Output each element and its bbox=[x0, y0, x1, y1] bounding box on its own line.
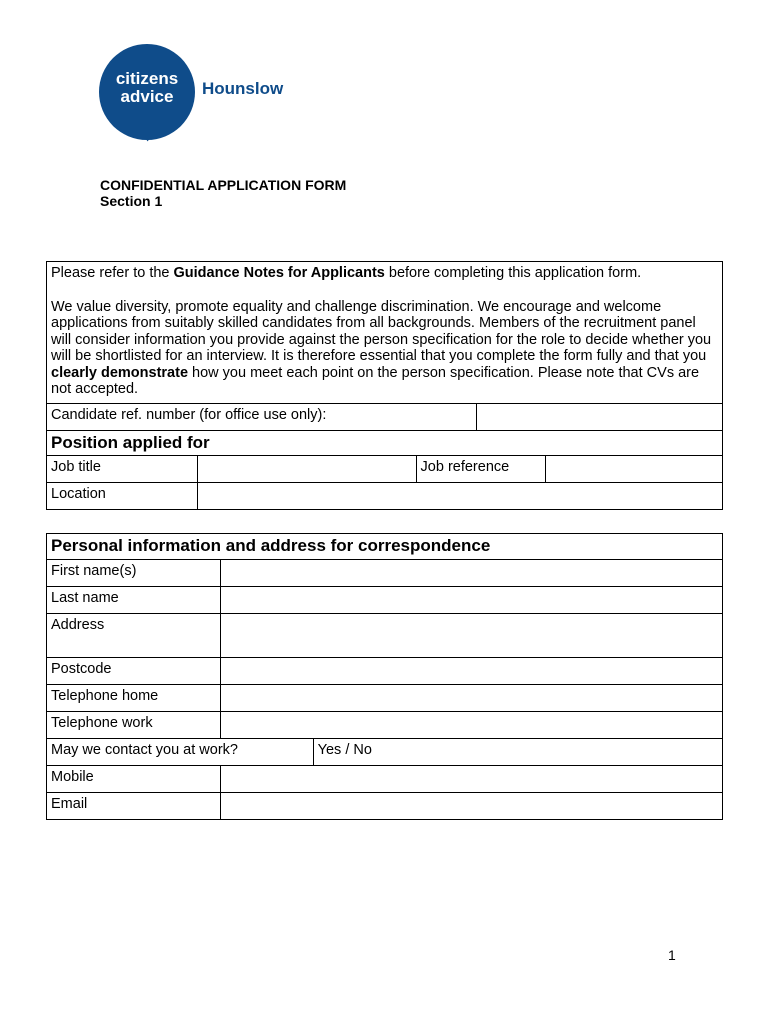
clearly-demonstrate: clearly demonstrate bbox=[51, 364, 189, 381]
logo-line1: citizens bbox=[115, 69, 179, 88]
email-field[interactable] bbox=[220, 792, 722, 819]
first-name-label: First name(s) bbox=[47, 559, 221, 586]
form-section: Section 1 bbox=[100, 193, 163, 209]
postcode-label: Postcode bbox=[47, 657, 221, 684]
contact-at-work-field[interactable]: Yes / No bbox=[313, 738, 722, 765]
personal-info-table bbox=[46, 533, 723, 820]
guidance-notes-ref: Guidance Notes for Applicants bbox=[173, 265, 385, 281]
citizens-advice-logo bbox=[99, 44, 299, 144]
contact-at-work-label: May we contact you at work? bbox=[47, 738, 314, 765]
first-name-field[interactable] bbox=[220, 559, 722, 586]
logo-region: Hounslow bbox=[202, 79, 284, 98]
candidate-ref-label: Candidate ref. number (for office use only): bbox=[47, 403, 477, 430]
job-reference-label: Job reference bbox=[416, 456, 545, 483]
last-name-field[interactable] bbox=[220, 586, 722, 613]
address-field[interactable] bbox=[220, 613, 722, 657]
telephone-home-field[interactable] bbox=[220, 684, 722, 711]
logo-wordmark bbox=[99, 70, 195, 106]
logo-line2: advice bbox=[120, 87, 174, 106]
mobile-field[interactable] bbox=[220, 765, 722, 792]
intro-text bbox=[47, 262, 723, 404]
position-section-title: Position applied for bbox=[47, 430, 723, 456]
address-label: Address bbox=[47, 613, 221, 657]
telephone-work-field[interactable] bbox=[220, 711, 722, 738]
intro-paragraph-1: Please refer to the Guidance Notes for Applicants before completing this application form. bbox=[51, 265, 642, 281]
position-table bbox=[46, 261, 723, 510]
form-heading bbox=[100, 177, 346, 209]
intro-paragraph-2: We value diversity, promote equality and challenge discrimination. We encourage and welcome applications from suitably skilled candidates from all backgrounds. Members of the recruitment panel will consider information you provide against the person specification for the role to decide whether you will be shortlisted for an interview. It is therefore essential that you complete the form fully and that you clearly demonstrate how you meet each point on the person specification. Please note that CVs are not accepted. bbox=[51, 298, 712, 397]
last-name-label: Last name bbox=[47, 586, 221, 613]
telephone-home-label: Telephone home bbox=[47, 684, 221, 711]
candidate-ref-field[interactable] bbox=[476, 403, 722, 430]
email-label: Email bbox=[47, 792, 221, 819]
personal-section-title: Personal information and address for correspondence bbox=[47, 534, 723, 560]
location-label: Location bbox=[47, 483, 198, 510]
form-title: CONFIDENTIAL APPLICATION FORM bbox=[100, 177, 347, 193]
telephone-work-label: Telephone work bbox=[47, 711, 221, 738]
job-title-field[interactable] bbox=[198, 456, 416, 483]
job-reference-field[interactable] bbox=[545, 456, 722, 483]
location-field[interactable] bbox=[198, 483, 723, 510]
page-number: 1 bbox=[668, 947, 676, 963]
job-title-label: Job title bbox=[47, 456, 198, 483]
postcode-field[interactable] bbox=[220, 657, 722, 684]
mobile-label: Mobile bbox=[47, 765, 221, 792]
